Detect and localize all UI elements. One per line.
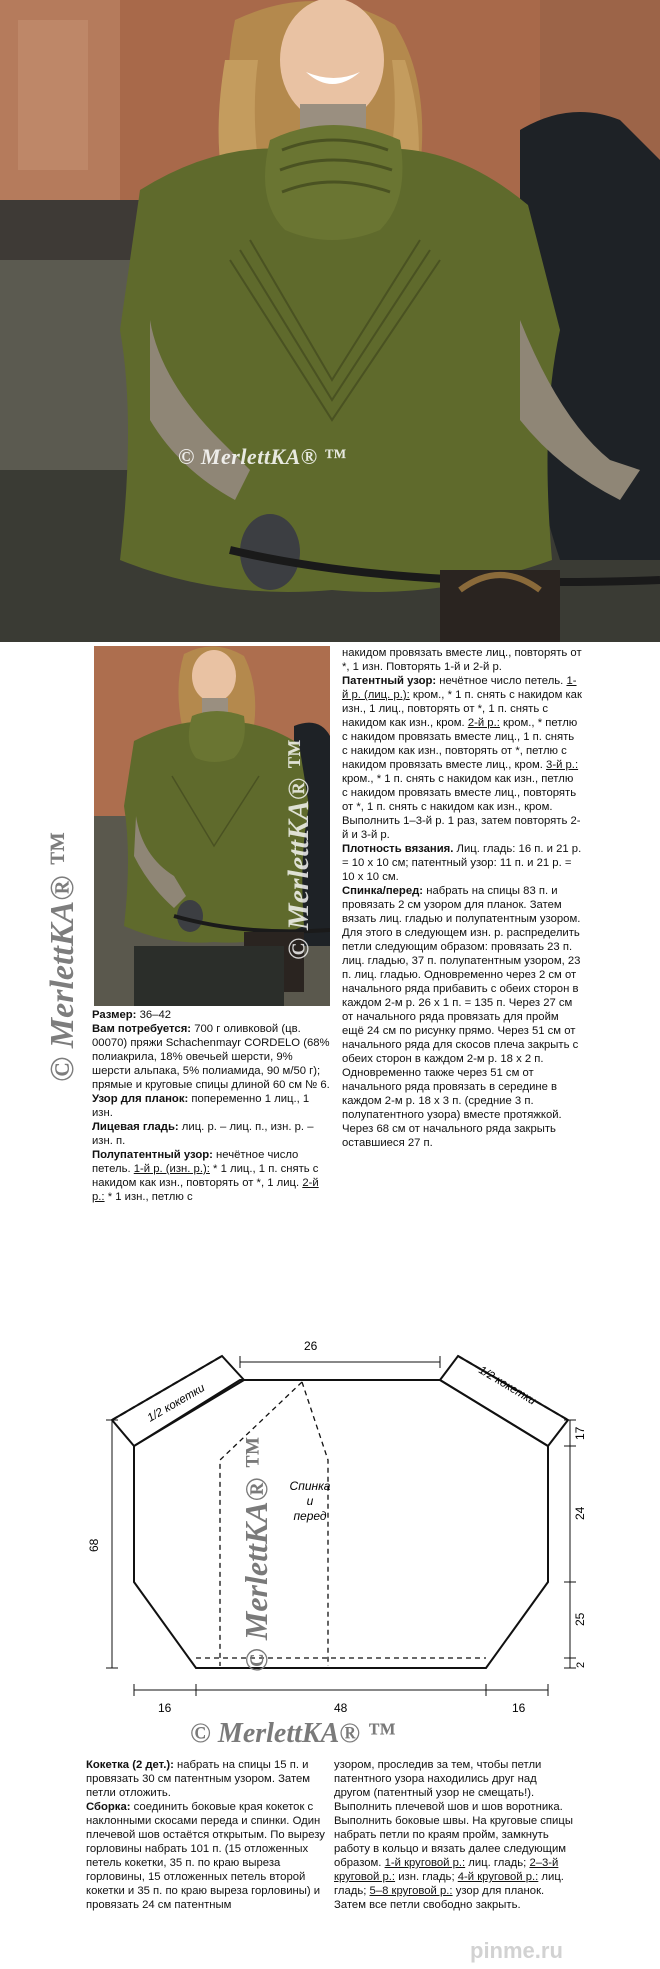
assembly-left-column	[86, 1758, 326, 1912]
dim-right-top: 17	[573, 1426, 587, 1440]
yoke-right-label: 1/2 кокетки	[476, 1364, 538, 1408]
schematic-drawing	[0, 1300, 660, 1740]
dim-right-mid: 24	[573, 1506, 587, 1520]
panel-label-1: Спинка	[289, 1479, 331, 1493]
band-pattern-paragraph: Узор для планок: попеременно 1 лиц., 1 изн.	[92, 1093, 310, 1119]
main-photo	[0, 0, 660, 642]
brioche-paragraph: Патентный узор: нечётное число петель. 1-й р. (лиц. р.): кром., * 1 п. снять с накидом как изн., 1 лиц., повторять от *, 1 п. снять с накидом как изн., кром. 2-й р.: кром., * петлю с накидом провязать вместе лиц., 1 п. снять с накидом как изн., повторять от *, петлю с накидом провязать вместе лиц., кром. 3-й р.: кром., * 1 п. снять с накидом как изн., петлю с накидом провязать вместе лиц., повторять от *, 1 п. снять с накидом как изн., кром. Выполнить 1–3-й р. 1 раз, затем повторять 2-й и 3-й р.	[342, 675, 582, 841]
dim-right-band: 2	[575, 1661, 587, 1668]
gauge-paragraph: Плотность вязания. Лиц. гладь: 16 п. и 21 р. = 10 х 10 см; патентный узор: 11 п. и 21 р. = 10 х 10 см.	[342, 843, 582, 883]
small-photo-watermark: © MerlettKA® ™	[282, 740, 315, 960]
site-watermark: pinme.ru	[470, 1938, 563, 1963]
panel-label-2: и	[306, 1494, 314, 1508]
half-brioche-continued: накидом провязать вместе лиц., повторять от *, 1 изн. Повторять 1-й и 2-й р.	[342, 647, 582, 673]
photo-watermark: © MerlettKA® ™	[178, 444, 347, 469]
dim-bottom-right: 16	[512, 1701, 526, 1715]
dim-right-low: 25	[573, 1612, 587, 1626]
diagram-watermark: © MerlettKA® ™	[238, 1437, 274, 1672]
assembly-right-column	[334, 1758, 574, 1912]
yoke-left-label: 1/2 кокетки	[145, 1382, 208, 1425]
materials-paragraph: Вам потребуется: 700 г оливковой (цв. 00070) пряжи Schachenmayr CORDELO (68% полиакрила, 18% овечьей шерсти, 9% шерсти альпака, 5% полиамида, 90 м/50 г); прямые и круговые спицы длиной 60 см № 6.	[92, 1023, 330, 1091]
photo-woman-bicycle	[0, 0, 660, 642]
stockinette-paragraph: Лицевая гладь: лиц. р. – лиц. п., изн. р. – изн. п.	[92, 1121, 314, 1147]
assembly-paragraph: Сборка: соединить боковые края кокеток с наклонными скосами переда и спинки. Один плечевой шов остаётся открытым. По вырезу горловины набрать 101 п. (15 отложенных петель кокетки, 35 п. по краю выреза горловины, 15 отложенных петель второй кокетки и 35 п. по краю выреза горловины) и провязать 24 см патентным	[86, 1801, 325, 1911]
side-watermark: © MerlettKA® ™	[44, 832, 81, 1082]
dim-top: 26	[304, 1339, 318, 1353]
half-brioche-paragraph: Полупатентный узор: нечётное число петель. 1-й р. (изн. р.): * 1 лиц., 1 п. снять с накидом как изн., повторять от *, 1 лиц. 2-й р.: * 1 изн., петлю с	[92, 1149, 319, 1203]
instructions-right-column	[342, 646, 582, 1150]
instructions-left-column	[92, 1008, 332, 1204]
pattern-schematic	[0, 1300, 660, 1740]
yoke-paragraph: Кокетка (2 дет.): набрать на спицы 15 п. и провязать 30 см патентным узором. Затем петли отложить.	[86, 1759, 311, 1799]
back-front-paragraph: Спинка/перед: набрать на спицы 83 п. и провязать 2 см узором для планок. Затем вязать лиц. гладью и полупатентным узором. Для этого в следующем изн. р. распределить петли следующим образом: провязать 23 п. лиц. гладью, 37 п. полупатентным узором, 23 п. лиц. гладью. Одновременно через 2 см от начального ряда прибавить с обеих сторон в каждом 2-м р. 26 х 1 п. = 135 п. Через 27 см от начального ряда провязать для пройм ещё 24 см по рисунку прямо. Через 51 см от начального ряда для скосов плеча закрыть с обеих сторон в каждом 2-м р. 18 х 2 п. Одновременно также через 51 см от начального ряда провязать в середине в каждом 2-м р. 18 х 3 п. (средние 3 п. полупатентного узора) вместе протяжкой. Через 68 см от начального ряда закрыть оставшиеся 27 п.	[342, 885, 581, 1149]
dim-bottom-mid: 48	[334, 1701, 348, 1715]
panel-label-3: перед	[293, 1509, 327, 1523]
size-paragraph: Размер: 36–42	[92, 1009, 172, 1021]
dim-bottom-left: 16	[158, 1701, 172, 1715]
finishing-paragraph: узором, проследив за тем, чтобы петли патентного узора находились друг над другом (патентный узор не смещать!). Выполнить плечевой шов и шов воротника. Выполнить боковые швы. На круговые спицы набрать петли по краям пройм, замкнуть работу в кольцо и вязать далее следующим образом. 1-й круговой р.: лиц. гладь; 2–3-й круговой р.: изн. гладь; 4-й круговой р.: лиц. гладь; 5–8 круговой р.: узор для планок. Затем все петли свободно закрыть.	[334, 1759, 573, 1911]
bottom-watermark: © MerlettKA® ™	[190, 1718, 396, 1749]
dim-left-height: 68	[87, 1538, 101, 1552]
